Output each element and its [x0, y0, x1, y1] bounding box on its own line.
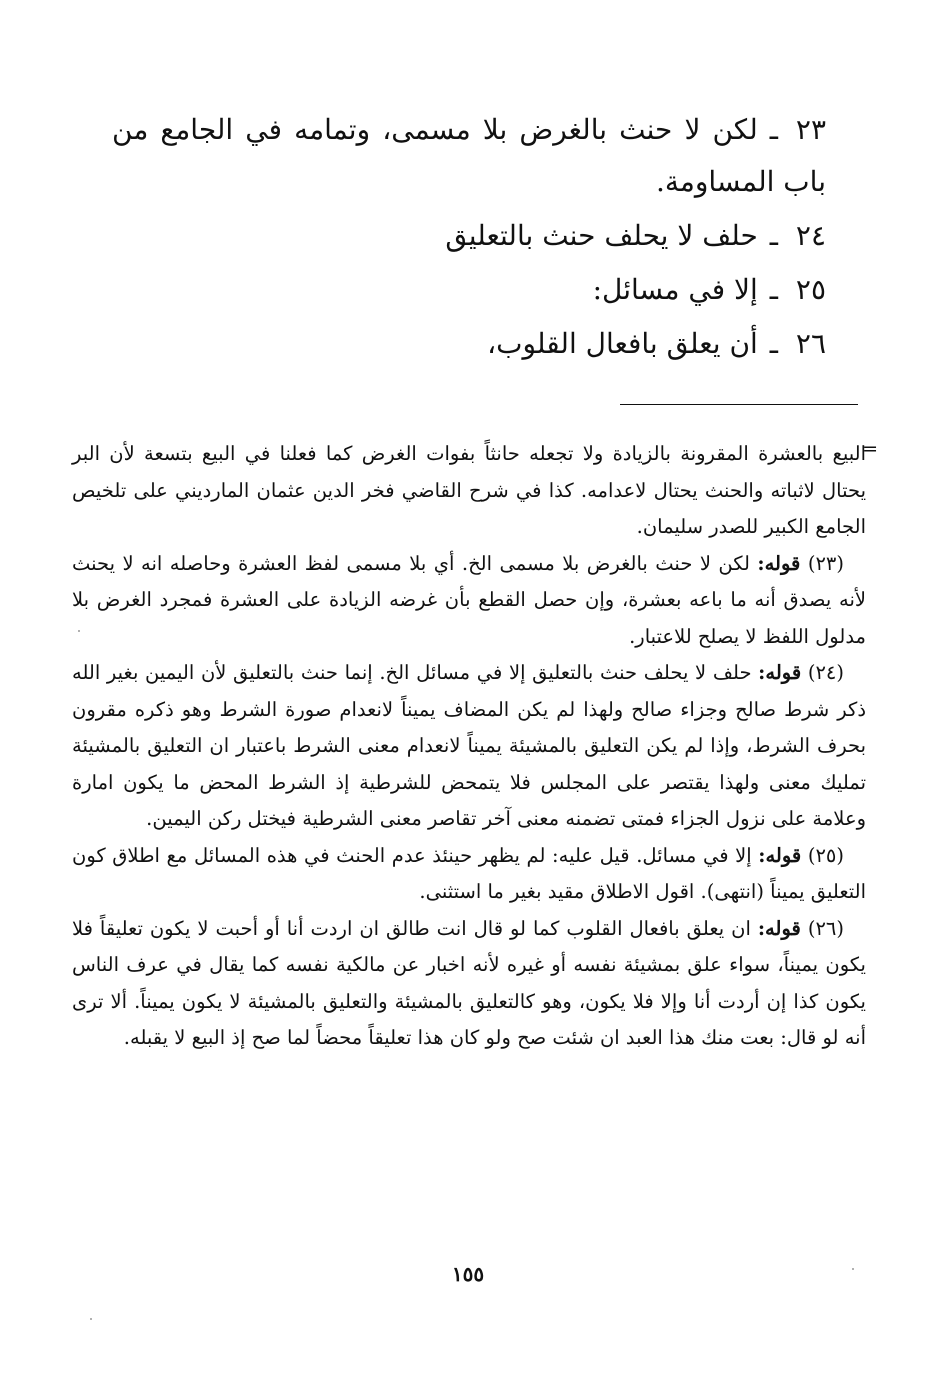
item-text: أن يعلق بافعال القلوب،: [487, 327, 758, 360]
matn-item-23: [112, 104, 826, 208]
page-number: ١٥٥: [451, 1262, 485, 1286]
commentary-ref-number: (٢٤): [807, 661, 844, 684]
item-number: ٢٥: [795, 273, 826, 306]
commentary-paragraph: [72, 655, 866, 838]
commentary-text: حلف لا يحلف حنث بالتعليق إلا في مسائل الخ. إنما حنث بالتعليق لأن اليمين بغير الله ذكر شرط صالح وجزاء صالح ولهذا لم يكن المضاف يميناً لانعدام صورة الشرط وهو ذكره مقرون بحرف الشرط، وإذا لم يكن التعليق بالمشيئة يميناً لانعدام معنى الشرط باعتبار ان التعليق بالمشيئة تمليك معنى ولهذا يقتصر على المجلس فلا يتمحض للشرطية إذ الشرط المحض ما يكون امارة وعلامة على نزول الجزاء فمتى تضمنه معنى آخر تقاصر معنى الشرطية فيختل ركن اليمين.: [72, 661, 866, 830]
item-dash: ـ: [769, 327, 778, 360]
commentary-ref-number: (٢٦): [807, 916, 844, 940]
matn-item-26: [112, 318, 826, 370]
commentary-ref-number: (٢٣): [807, 551, 845, 575]
scan-speck: [90, 1318, 92, 1320]
commentary-paragraph: [72, 546, 866, 656]
footnote-separator: [620, 404, 858, 405]
commentary-label: قوله:: [757, 916, 801, 940]
item-dash: ـ: [769, 113, 778, 146]
commentary-text: البيع بالعشرة المقرونة بالزيادة ولا تجعله حانثاً بفوات الغرض كما فعلنا في البيع بتسعة لأن البر يحتال لاثباته والحنث يحتال لاعدامه. كذا في شرح القاضي فخر الدين عثمان المارديني على تلخيص الجامع الكبير للصدر سليمان.: [72, 442, 866, 538]
commentary-label: قوله:: [757, 551, 801, 575]
matn-item-25: [112, 264, 826, 316]
item-dash: ـ: [769, 219, 778, 252]
commentary-paragraph: [72, 838, 866, 911]
item-text: حلف لا يحلف حنث بالتعليق: [445, 219, 758, 252]
commentary-label: قوله:: [758, 661, 802, 684]
item-number: ٢٤: [795, 219, 826, 252]
commentary-text: إلا في مسائل. قيل عليه: لم يظهر حينئذ عدم الحنث في هذه المسائل مع اطلاق كون التعليق يميناً (انتهى). اقول الاطلاق مقيد بغير ما استثنى.: [72, 843, 866, 903]
main-text-block: [112, 104, 826, 372]
commentary-label: قوله:: [758, 843, 802, 867]
commentary-paragraph: [72, 911, 866, 1057]
item-dash: ـ: [769, 273, 778, 306]
commentary-ref-number: (٢٥): [807, 843, 845, 867]
commentary-block: [72, 436, 866, 1057]
item-text: لكن لا حنث بالغرض بلا مسمى، وتمامه في الجامع من باب المساومة.: [112, 113, 826, 198]
scan-speck: [78, 630, 80, 632]
item-number: ٢٣: [795, 113, 826, 146]
commentary-text: لكن لا حنث بالغرض بلا مسمى الخ. أي بلا مسمى لفظ العشرة وحاصله انه لا يحنث لأنه يصدق أنه ما باعه بعشرة، وإن حصل القطع بأن غرضه الزيادة على العشرة فمجرد الغرض بلا مدلول اللفظ لا يصلح للاعتبار.: [72, 551, 866, 648]
scan-speck: [852, 1268, 854, 1270]
commentary-text: ان يعلق بافعال القلوب كما لو قال انت طالق ان اردت أنا أو أحبت لا يكون تعليقاً فلا يكون يميناً، سواء علق بمشيئة نفسه أو غيره لأنه اخبار عن مالكية نفسه كما يقال في عرف الناس يكون كذا إن أردت أنا وإلا فلا يكون، وهو كالتعليق بالمشيئة والتعليق بالمشيئة لا يكون يميناً. ألا ترى أنه لو قال: بعت منك هذا العبد ان شئت صح ولو كان هذا تعليقاً محضاً لما صح إذ البيع لا يقبله.: [72, 916, 866, 1049]
continuation-mark: =: [862, 438, 878, 460]
commentary-paragraph: [72, 436, 866, 546]
item-text: إلا في مسائل:: [592, 273, 758, 306]
matn-item-24: [112, 210, 826, 262]
item-number: ٢٦: [795, 327, 826, 360]
